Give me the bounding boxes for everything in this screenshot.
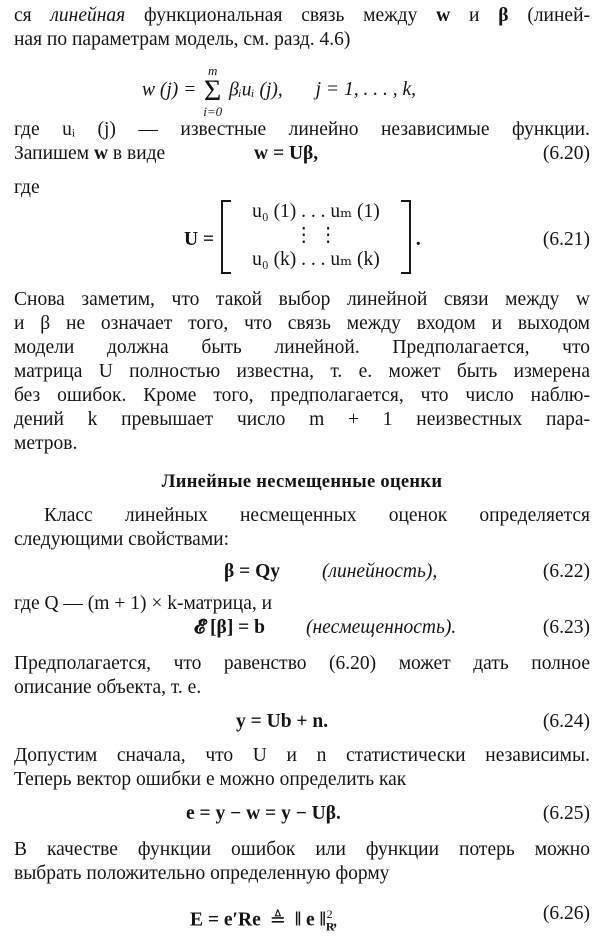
text-line: Допустим сначала, что U и n статистически независимы. — [14, 745, 590, 766]
text-line: и β не означает того, что связь между входом и выходом — [14, 313, 590, 334]
text: функциональная связь между — [144, 5, 418, 26]
equation-expr: β = Qy — [224, 561, 281, 582]
equation-6-21 — [14, 200, 590, 280]
text-line: где Q — (m + 1) × k-матрица, и — [14, 593, 273, 614]
text-line: Теперь вектор ошибки e можно определить как — [14, 769, 407, 790]
equation-number: (6.20) — [542, 143, 590, 164]
text-line: метров. — [14, 433, 78, 454]
document-page — [14, 4, 591, 934]
text-line: следующими свойствами: — [14, 529, 230, 550]
text-line: без ошибок. Кроме того, предполагается, что число наблю- — [14, 385, 590, 406]
text-line — [14, 4, 590, 28]
summation-sign — [203, 64, 222, 118]
index-range: j = 1, . . . , k, — [315, 79, 416, 101]
equation-number: (6.24) — [542, 711, 590, 732]
paragraph — [14, 652, 590, 700]
vector-symbol: w — [93, 143, 109, 164]
matrix-row: u₀ (k) . . . uₘ (k) — [252, 249, 380, 270]
paragraph — [14, 288, 590, 456]
equation-lhs: E = e′Re — [190, 909, 261, 931]
text: ся — [14, 5, 32, 26]
text-line: выбрать положительно определенную форму — [14, 863, 390, 884]
text-line: модели должна быть линейной. Предполагается, что — [14, 337, 590, 358]
equation-6-23 — [14, 616, 590, 640]
text-line: дений k превышает число m + 1 неизвестных пара- — [14, 409, 590, 430]
punctuation: , — [332, 909, 338, 931]
paragraph — [14, 744, 590, 792]
sum-lower-limit: i=0 — [203, 104, 223, 119]
norm-exponent: 2 — [326, 907, 333, 921]
norm-subscript: R — [325, 919, 335, 934]
equation-number: (6.22) — [542, 561, 590, 582]
text-line: Класс линейных несмещенных оценок определяется — [44, 505, 590, 526]
equation-note: (несмещенность). — [306, 617, 457, 638]
definition-symbol: ≜ — [269, 909, 286, 931]
equation-lhs: w (j) = — [142, 79, 197, 101]
text-line: Снова заметим, что такой выбор линейной связи между w — [14, 289, 590, 310]
section-heading: Линейные несмещенные оценки — [161, 472, 443, 492]
equation-expr: e = y − w = y − Uβ. — [186, 803, 341, 824]
equation-6-20 — [14, 142, 590, 166]
equation-6-24 — [14, 710, 590, 734]
text-line: где uᵢ (j) — известные линейно независимые функции. — [14, 119, 590, 140]
left-bracket — [221, 200, 231, 274]
vector-symbol: β — [498, 5, 509, 26]
text: в виде — [112, 143, 166, 164]
sum-upper-limit: m — [207, 63, 218, 78]
equation-expr: w = Uβ, — [254, 143, 319, 164]
vector-symbol: w — [436, 5, 451, 26]
equation-rhs: βᵢuᵢ (j), — [228, 79, 283, 101]
equation-number: (6.26) — [542, 903, 590, 924]
equation-6-22 — [14, 560, 590, 584]
matrix-row: ⋮ ⋮ — [294, 225, 338, 246]
emphasis: линейная — [50, 5, 126, 26]
equation-number: (6.21) — [542, 229, 590, 250]
text: Запишем — [14, 143, 90, 164]
text-line: матрица U полностью известна, т. е. может быть измерена — [14, 361, 590, 382]
equation-expr: 𝓔 [β] = b — [194, 617, 266, 638]
equation-expr: y = Ub + n. — [236, 711, 329, 732]
text-line: Предполагается, что равенство (6.20) может дать полное — [14, 653, 590, 674]
right-bracket — [401, 200, 411, 274]
equation-sum — [14, 54, 590, 119]
equation-6-25 — [14, 802, 590, 826]
equation-6-26 — [14, 902, 590, 934]
equation-note: (линейность), — [322, 561, 438, 582]
sigma-symbol: Σ — [203, 74, 222, 107]
text: и — [469, 5, 480, 26]
text-line: описание объекта, т. е. — [14, 677, 202, 698]
equation-number: (6.23) — [542, 617, 590, 638]
paragraph — [14, 838, 590, 886]
text-line: ная по параметрам модель, см. разд. 4.6) — [14, 29, 351, 50]
norm: ‖ e ‖ — [294, 909, 326, 931]
text-line: В качестве функции ошибок или функции потерь можно — [14, 839, 590, 860]
matrix-row: u₀ (1) . . . uₘ (1) — [252, 201, 380, 222]
text-line: где — [14, 177, 40, 198]
matrix-name: U = — [184, 229, 215, 250]
paragraph — [14, 504, 590, 552]
matrix-U — [221, 200, 411, 274]
text: (линей- — [527, 5, 591, 26]
equation-number: (6.25) — [542, 803, 590, 824]
punctuation: . — [415, 229, 421, 250]
